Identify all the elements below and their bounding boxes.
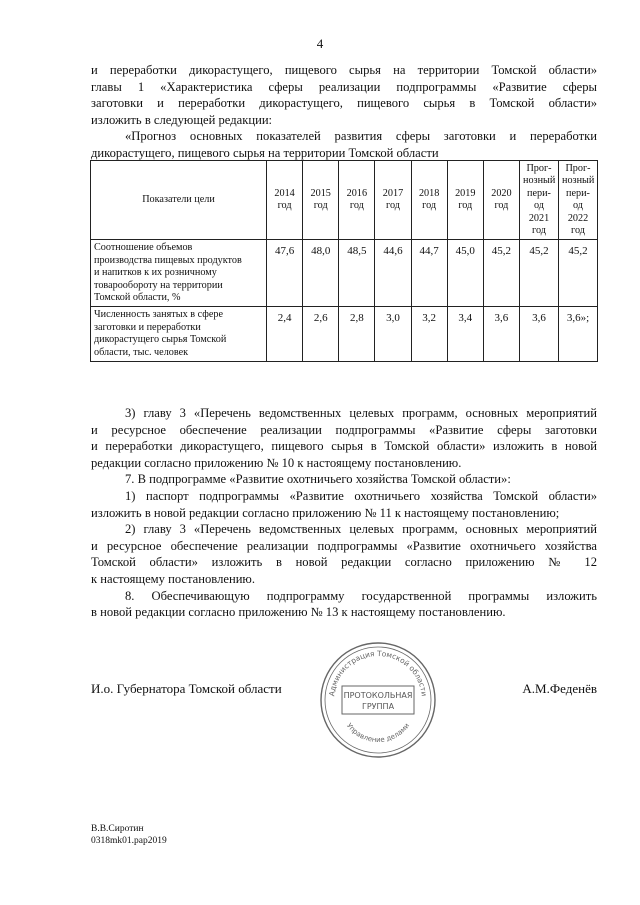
value-cell: 45,0 — [447, 240, 483, 307]
year-header: 2016 год — [339, 161, 375, 240]
value-cell: 3,0 — [375, 307, 411, 362]
value-cell: 3,6»; — [559, 307, 598, 362]
text-line: изложить в следующей редакции: — [91, 112, 273, 127]
indicator-cell: Численность занятых в сфере заготовки и переработки дикорастущего сырья Томской области, тыс. человек — [91, 307, 267, 362]
value-cell: 3,2 — [411, 307, 447, 362]
stamp-outer-text: Администрация Томской области — [327, 648, 429, 697]
page-number: 4 — [316, 36, 324, 51]
text-line: и ресурсное обеспечение реализации подпрограммы «Развитие охотничьего хозяйства — [91, 538, 597, 553]
value-cell: 45,2 — [559, 240, 598, 307]
year-header: 2015 год — [303, 161, 339, 240]
text-line: 1) паспорт подпрограммы «Развитие охотничьего хозяйства Томской области» — [125, 488, 597, 503]
text-line: 2) главу 3 «Перечень ведомственных целевых программ, основных мероприятий — [125, 522, 597, 537]
text-line: в новой редакции согласно приложению № 13 к настоящему постановлению. — [91, 605, 506, 620]
stamp-bottom-text: Управление делами — [344, 721, 412, 745]
text-line: заготовки и переработки дикорастущего, пищевого сырья в Томской области» — [91, 96, 597, 111]
text-line: 8. Обеспечивающую подпрограмму государственной программы изложить — [125, 588, 597, 603]
text-line: и переработки дикорастущего, пищевого сырья на территории Томской области» — [91, 63, 597, 77]
value-cell: 2,8 — [339, 307, 375, 362]
stamp-inner-line: ГРУППА — [361, 702, 395, 711]
text-line: и ресурсное обеспечение реализации подпрограммы «Развитие сферы заготовки — [91, 422, 597, 437]
author: В.В.Сиротин — [91, 824, 144, 834]
value-cell: 44,6 — [375, 240, 411, 307]
intro-text — [91, 62, 597, 162]
value-cell: 3,6 — [483, 307, 519, 362]
table-header-row — [91, 161, 598, 240]
text-line: 3) главу 3 «Перечень ведомственных целевых программ, основных мероприятий — [125, 406, 597, 420]
text-line: и переработки дикорастущего, пищевого сырья в Томской области» изложить в новой — [91, 439, 597, 454]
text-line: Томской области» изложить в новой редакции согласно приложению № 12 — [91, 555, 597, 570]
text-line: 7. В подпрограмме «Развитие охотничьего хозяйства Томской области»: — [125, 472, 511, 487]
value-cell: 44,7 — [411, 240, 447, 307]
signatory-position: И.о. Губернатора Томской области — [91, 681, 282, 696]
value-cell: 45,2 — [520, 240, 559, 307]
signatory-name: А.М.Феденёв — [522, 681, 597, 696]
text-line: к настоящему постановлению. — [91, 571, 255, 586]
value-cell: 45,2 — [483, 240, 519, 307]
forecast-header: Прог- нозный пери- од 2021 год — [520, 161, 559, 240]
text-line: изложить в новой редакции согласно приложению № 11 к настоящему постановлению; — [91, 505, 560, 520]
doc-code: 0318mk01.pap2019 — [91, 835, 167, 846]
value-cell: 48,0 — [303, 240, 339, 307]
text-line: главы 1 «Характеристика сферы реализации подпрограммы «Развитие сферы — [91, 79, 597, 94]
indicator-header: Показатели цели — [91, 161, 267, 240]
forecast-header: Прог- нозный пери- од 2022 год — [559, 161, 598, 240]
table-row — [91, 240, 598, 307]
stamp-inner-line: ПРОТОКОЛЬНАЯ — [343, 691, 413, 700]
official-stamp — [318, 640, 438, 760]
table-title-line: «Прогноз основных показателей развития сферы заготовки и переработки — [125, 129, 597, 144]
year-header: 2014 год — [267, 161, 303, 240]
year-header: 2017 год — [375, 161, 411, 240]
indicator-cell: Соотношение объемов производства пищевых продуктов и напитков к их розничному товарообороту на территории Томской области, % — [91, 240, 267, 307]
year-header: 2019 год — [447, 161, 483, 240]
value-cell: 3,6 — [520, 307, 559, 362]
table-title-line: дикорастущего, пищевого сырья на территории Томской области — [91, 145, 439, 160]
year-header: 2018 год — [411, 161, 447, 240]
value-cell: 2,4 — [267, 307, 303, 362]
value-cell: 3,4 — [447, 307, 483, 362]
year-header: 2020 год — [483, 161, 519, 240]
value-cell: 48,5 — [339, 240, 375, 307]
forecast-table — [90, 160, 598, 362]
text-line: редакции согласно приложению № 10 к настоящему постановлению. — [91, 455, 462, 470]
footer — [91, 824, 167, 847]
value-cell: 47,6 — [267, 240, 303, 307]
body-paragraphs — [91, 405, 597, 621]
table-row — [91, 307, 598, 362]
value-cell: 2,6 — [303, 307, 339, 362]
